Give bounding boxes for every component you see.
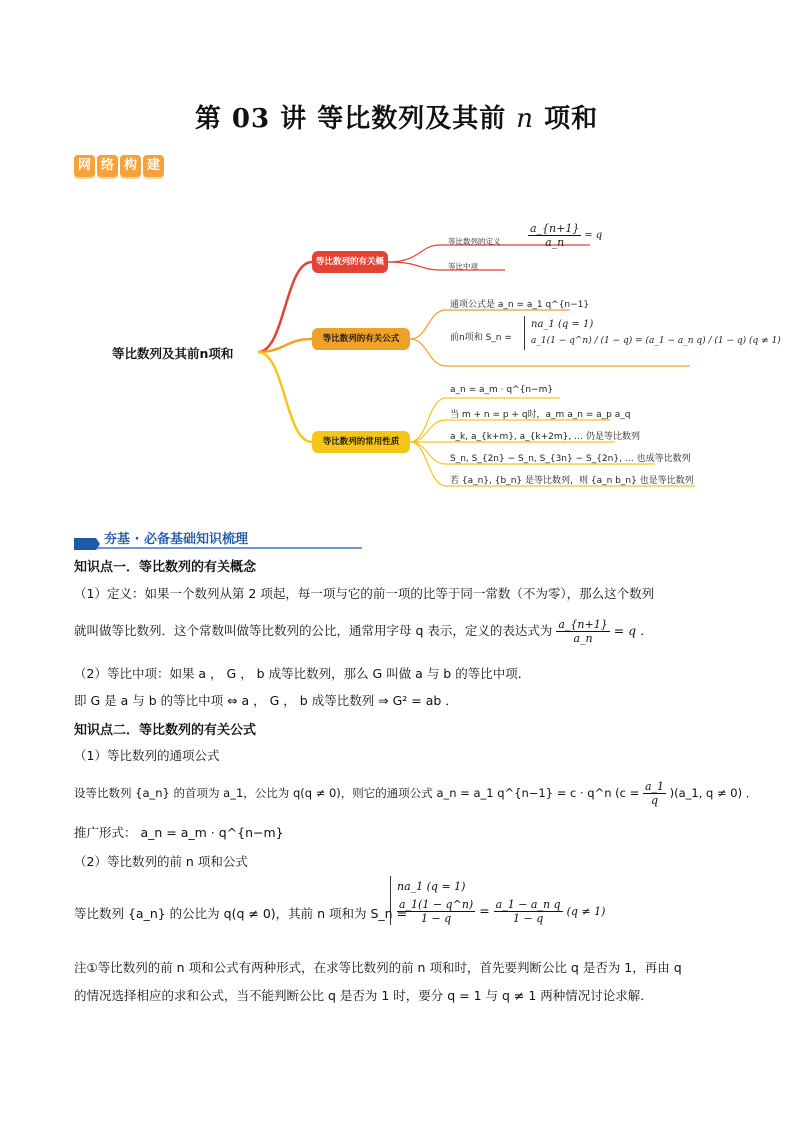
kp2-generalized-form: 推广形式： a_n = a_m · q^{n−m} bbox=[74, 825, 284, 840]
page-title: 第 03 讲 等比数列及其前 n 项和 bbox=[194, 104, 599, 134]
mindmap-leaf: 若 {a_n}, {b_n} 是等比数列，则 {a_n b_n} 也是等比数列 bbox=[450, 476, 694, 486]
kp2-sum-cases: na_1 (q = 1) $\frac{a\_1(1 - q\^{}n)}{1 - q}$ = $\frac{\text{a\_1 − a\_n q}}{1 - q}$ (q ≠ 1) bbox=[390, 876, 605, 925]
section-title: 夯基 · 必备基础知识梳理 bbox=[104, 532, 248, 547]
badge-char: 构 bbox=[120, 155, 141, 177]
mindmap-leaf: 等比数列的定义 bbox=[448, 237, 501, 246]
kp2-note-line2: 的情况选择相应的求和公式，当不能判断公比 q 是否为 1 时，要分 q = 1 与 q ≠ 1 两种情况讨论求解． bbox=[74, 988, 653, 1003]
kp1-heading: 知识点一．等比数列的有关概念 bbox=[74, 560, 257, 575]
kp2-sum-case2: $\frac{a\_1(1 - q\^{}n)}{1 - q}$ = $\frac{\text{a\_1 − a\_n q}}{1 - q}$ (q ≠ 1) bbox=[399, 898, 606, 925]
kp2-subheading-sum: （2）等比数列的前 n 项和公式 bbox=[74, 854, 248, 869]
badge-char: 网 bbox=[74, 155, 95, 177]
general-term-fraction: $\frac{a\_1}{q}$ bbox=[644, 780, 664, 807]
kp1-geometric-mean: （2）等比中项：如果 a ， G ， b 成等比数列，那么 G 叫做 a 与 b 的等比中项． bbox=[74, 666, 531, 681]
badge-char: 络 bbox=[97, 155, 118, 177]
mindmap-sum-cases: na_1 (q = 1) a_1(1 − q^n) / (1 − q) = (a_1 − a_n q) / (1 − q) (q ≠ 1) bbox=[524, 316, 781, 350]
mindmap-leaf: 当 m + n = p + q时，a_m a_n = a_p a_q bbox=[450, 410, 631, 420]
kp1-equivalence: 即 G 是 a 与 b 的等比中项 ⇔ a ， G ， b 成等比数列 ⇒ G² = ab ． bbox=[74, 693, 458, 708]
kp1-definition-line2: 就叫做等比数列．这个常数叫做等比数列的公比，通常用字母 q 表示，定义的表达式为 $\frac{a\_\{n+1\}}{a\_n}$ = q ． bbox=[74, 618, 653, 645]
kp2-note-line1: 注①等比数列的前 n 项和公式有两种形式，在求等比数列的前 n 项和时，首先要判断公比 q 是否为 1，再由 q bbox=[74, 960, 682, 975]
mindmap-leaf: S_n, S_{2n} − S_n, S_{3n} − S_{2n}, … 也成等比数列 bbox=[450, 454, 691, 464]
mindmap-leaf: a_n = a_m · q^{n−m} bbox=[450, 385, 554, 395]
kp2-sum-formula-prefix: 等比数列 {a_n} 的公比为 q(q ≠ 0)，其前 n 项和为 S_n = bbox=[74, 906, 408, 921]
formula-fraction: $\frac{a\_\{n+1\}}{a\_n}$ bbox=[530, 222, 580, 249]
kp2-heading: 知识点二．等比数列的有关公式 bbox=[74, 723, 257, 738]
kp2-general-term-formula: 设等比数列 {a_n} 的首项为 a_1，公比为 q(q ≠ 0)，则它的通项公式 a_n = a_1 q^{n−1} = c · q^n (c = $\frac{a\_1}{q}$ )(a_1, q ≠ 0) ． bbox=[74, 780, 758, 807]
mindmap-leaf: 等比中项 bbox=[448, 262, 478, 271]
mindmap-leaf: 通项公式是 a_n = a_1 q^{n−1} bbox=[450, 300, 590, 310]
definition-fraction: $\frac{a\_\{n+1\}}{a\_n}$ bbox=[558, 618, 608, 645]
mindmap-node-formula: 等比数列的有关公式 bbox=[312, 328, 410, 350]
mindmap-node-concept: 等比数列的有关概念 bbox=[312, 251, 388, 273]
kp1-definition-line1: （1）定义：如果一个数列从第 2 项起，每一项与它的前一项的比等于同一常数（不为零），那么这个数列 bbox=[74, 586, 655, 601]
mindmap-leaf-sum: 前n项和 S_n = bbox=[450, 333, 512, 343]
mindmap-leaf: a_k, a_{k+m}, a_{k+2m}, … 仍是等比数列 bbox=[450, 432, 640, 442]
mindmap-definition-formula: $\frac{a\_\{n+1\}}{a\_n}$ = q bbox=[530, 222, 603, 249]
mindmap-root: 等比数列及其前n项和 bbox=[112, 346, 234, 361]
kp2-subheading-general-term: （1）等比数列的通项公式 bbox=[74, 748, 220, 763]
mindmap-node-property: 等比数列的常用性质 bbox=[312, 431, 410, 453]
badge-char: 建 bbox=[143, 155, 164, 177]
